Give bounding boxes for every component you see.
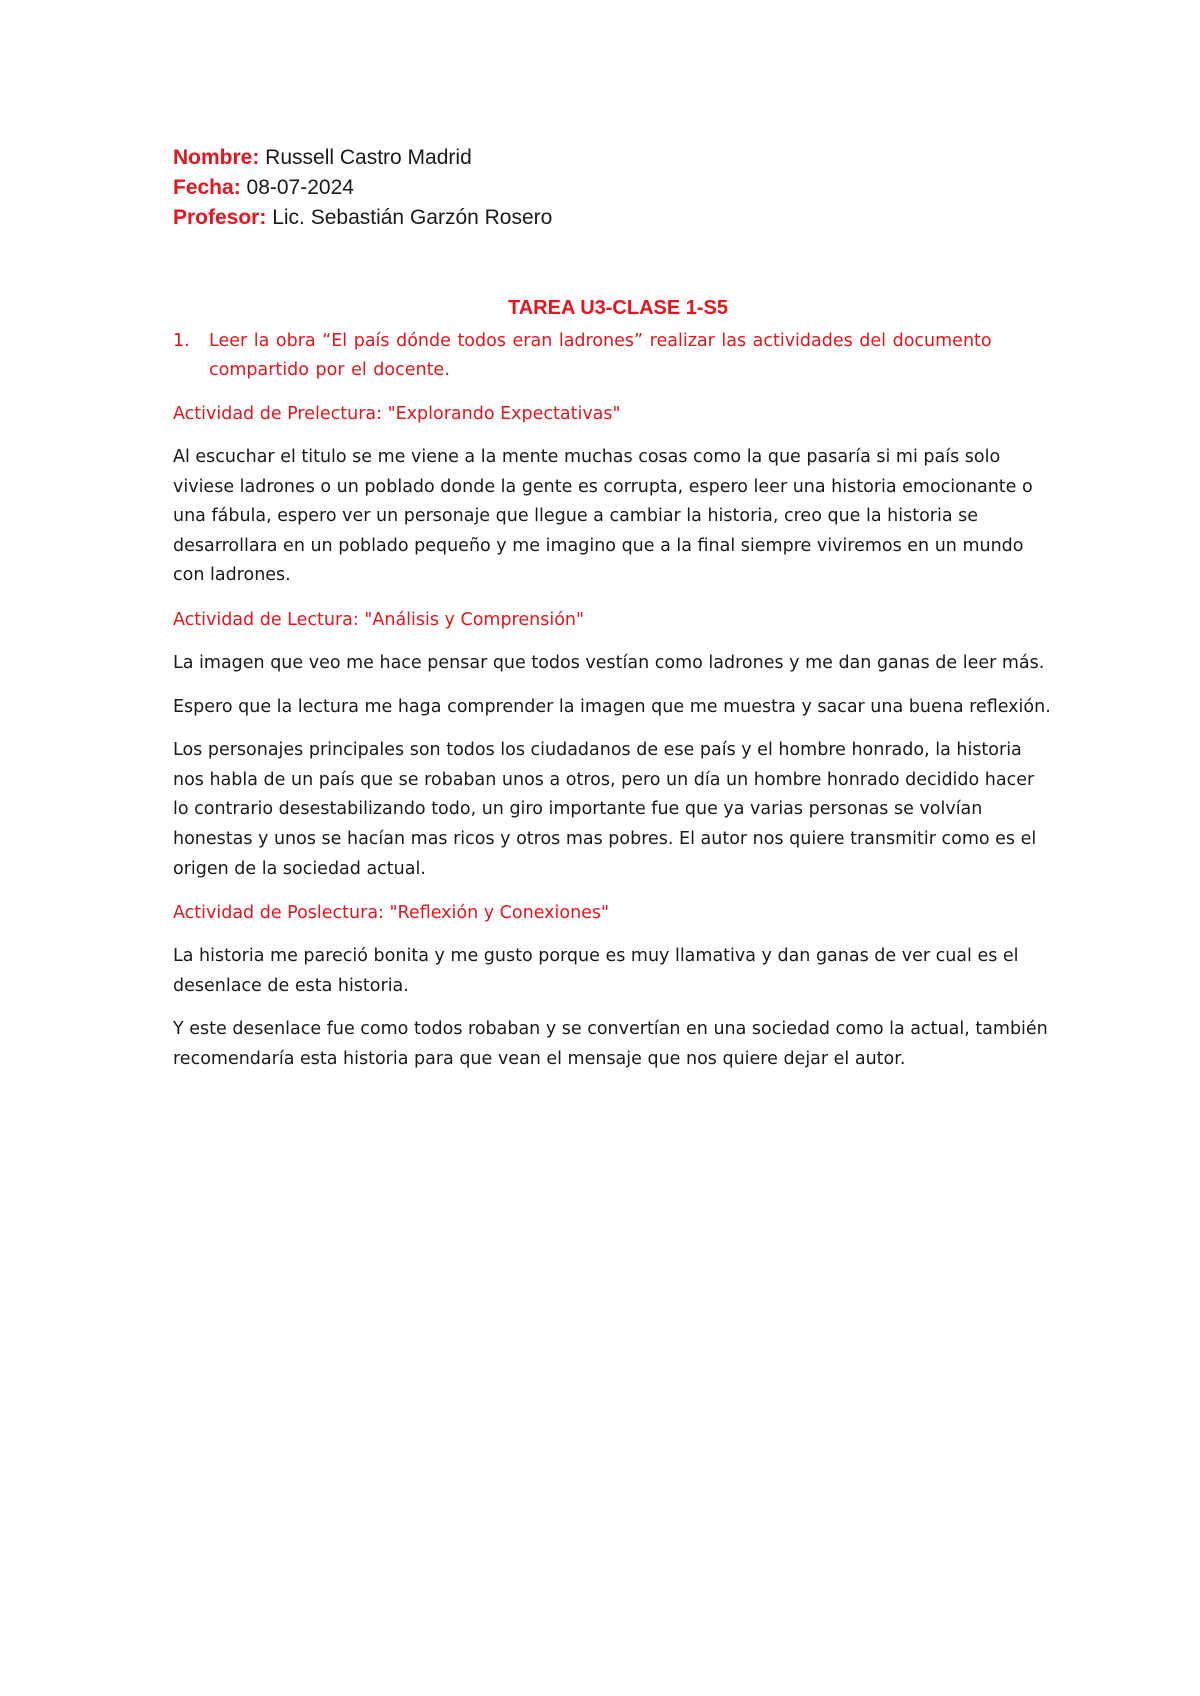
document-content xyxy=(173,143,1053,1075)
profesor-value: Lic. Sebastián Garzón Rosero xyxy=(266,206,553,229)
fecha-value: 08-07-2024 xyxy=(240,176,354,199)
section-heading-prelectura: Actividad de Prelectura: "Explorando Expectativas" xyxy=(173,404,621,424)
section-heading-poslectura: Actividad de Poslectura: "Reflexión y Conexiones" xyxy=(173,903,610,924)
task-text: Leer la obra “El país dónde todos eran ladrones” realizar las actividades del documento compartido por el docente. xyxy=(209,331,992,380)
paragraph: Espero que la lectura me haga comprender la imagen que me muestra y sacar una buena reflexión. xyxy=(173,696,1051,717)
paragraph: La historia me pareció bonita y me gusto porque es muy llamativa y dan ganas de ver cual es el desenlace de esta historia. xyxy=(173,946,1019,996)
profesor-label: Profesor: xyxy=(173,206,267,229)
nombre-label: Nombre: xyxy=(173,146,260,169)
nombre-value: Russell Castro Madrid xyxy=(259,146,472,169)
task-number: 1. xyxy=(173,331,190,351)
profesor-line xyxy=(173,203,1053,233)
paragraph: Al escuchar el titulo se me viene a la mente muchas cosas como la que pasaría si mi país solo viviese ladrones o un poblado donde la gente es corrupta, espero leer una historia emocionante o una fábula, espero ver un personaje que llegue a cambiar la historia, creo que la historia se desarrollara en un poblado pequeño y me imagino que a la final siempre viviremos en un mundo con ladrones. xyxy=(173,447,1033,586)
paragraph: La imagen que veo me hace pensar que todos vestían como ladrones y me dan ganas de leer más. xyxy=(173,652,1045,673)
fecha-line xyxy=(173,173,1053,203)
nombre-line xyxy=(173,143,1053,173)
paragraph: Y este desenlace fue como todos robaban y se convertían en una sociedad como la actual, también recomendaría esta historia para que vean el mensaje que nos quiere dejar el autor. xyxy=(173,1019,1048,1069)
fecha-label: Fecha: xyxy=(173,176,241,199)
document-title: TAREA U3-CLASE 1-S5 xyxy=(507,297,729,319)
paragraph: Los personajes principales son todos los ciudadanos de ese país y el hombre honrado, la historia nos habla de un país que se robaban unos a otros, pero un día un hombre honrado decidido hacer lo contrario desestabilizando todo, un giro importante fue que ya varias personas se volvían honestas y unos se hacían mas ricos y otros mas pobres. El autor nos quiere transmitir como es el origen de la sociedad actual. xyxy=(173,740,1037,879)
task-item xyxy=(173,327,1053,385)
section-heading-lectura: Actividad de Lectura: "Análisis y Comprensión" xyxy=(173,609,585,630)
